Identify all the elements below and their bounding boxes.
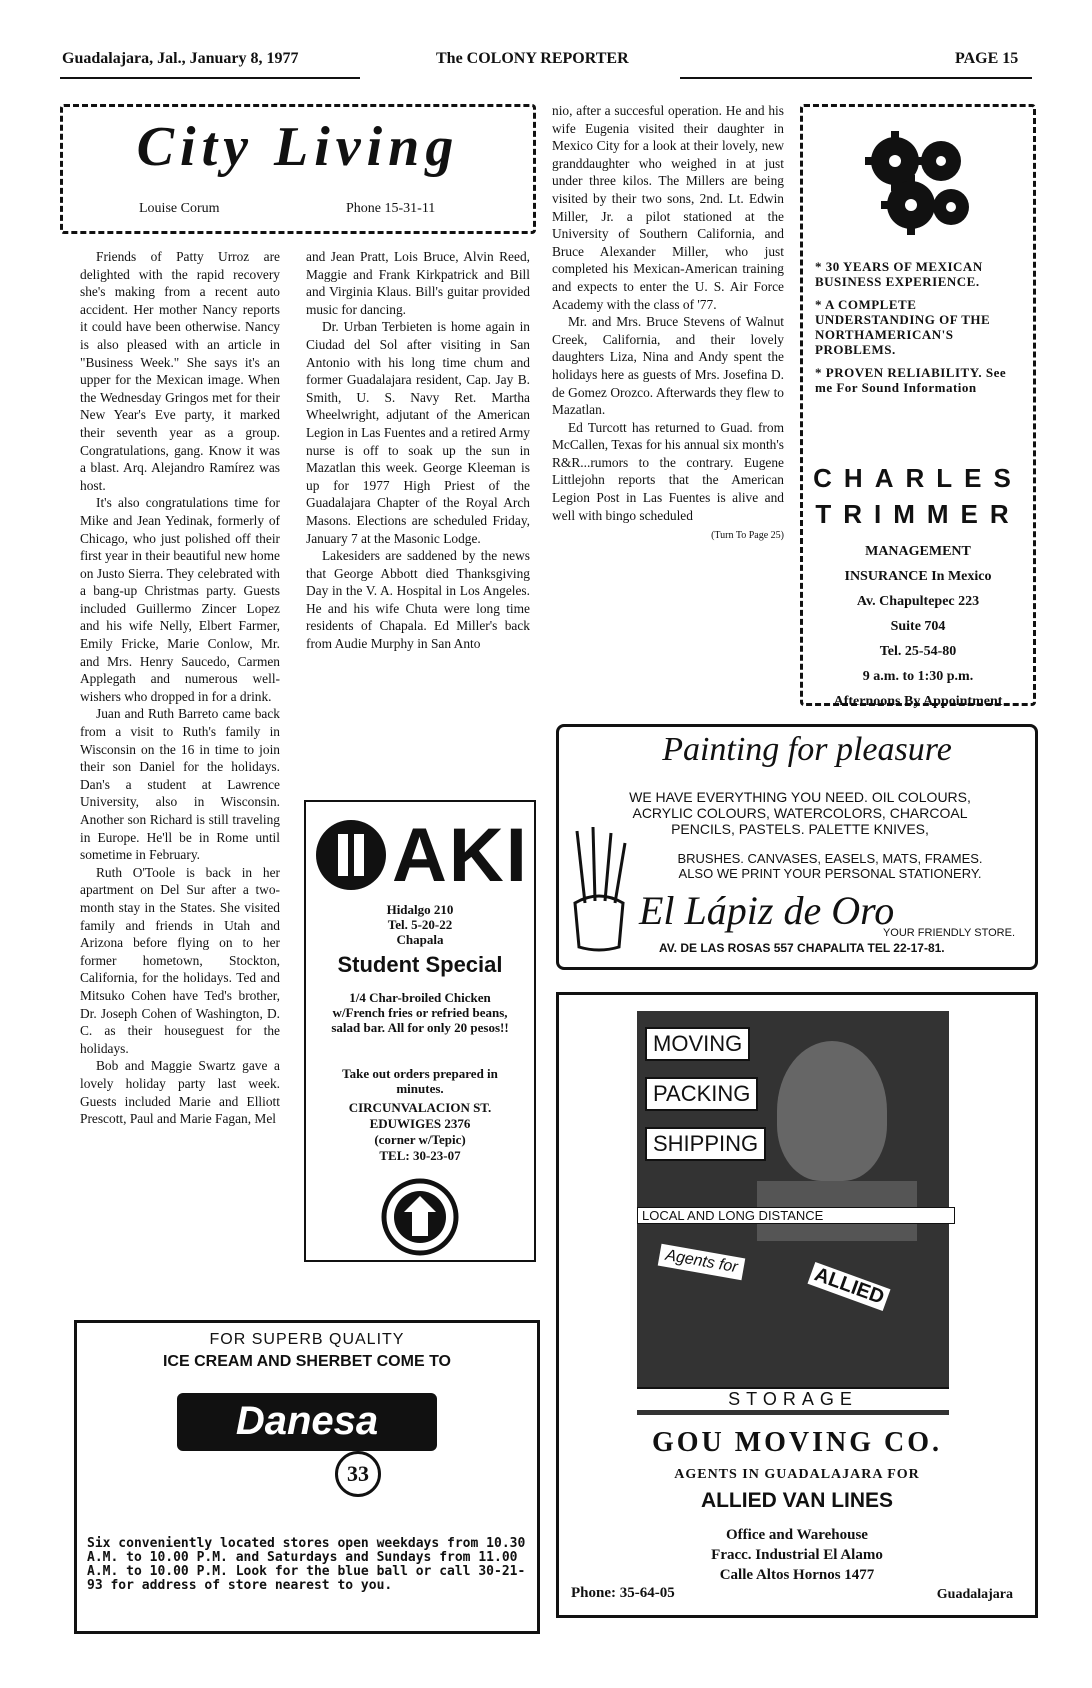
paragraph: Bob and Maggie Swartz gave a lovely holiday party last week. Guests included Marie and Elliott Prescott, Paul and Marie Fagan, Mel (80, 1058, 280, 1127)
paragraph: Ed Turcott has returned to Guad. from McCallen, Texas for his annual six month's R&R...rumors to the contrary. Eugene Littlejohn reports that the American Legion Post in Las Fuentes is alive and well with bingo scheduled (552, 419, 784, 523)
paragraph: Juan and Ruth Barreto came back from a visit to Ruth's family in Wisconsin on the 16 in time to join their son Daniel for the holidays. Dan's a student at Lawrence University, also in Wisconsin. Another son Richard is still traveling in Europe. He'll be in Rome until sometime in February. (80, 706, 280, 863)
trimmer-name2: TRIMMER (815, 499, 1021, 529)
moving-phone: Phone: 35-64-05 (571, 1585, 675, 1601)
yaki-tel2: TEL: 30-23-07 (379, 1148, 461, 1163)
moving-storage: STORAGE (637, 1387, 949, 1410)
yaki-tel: Tel. 5-20-22 (387, 917, 453, 932)
yaki-corner: (corner w/Tepic) (374, 1132, 466, 1147)
moving-allied: ALLIED (807, 1262, 890, 1311)
trimmer-tel: Tel. 25-54-80 (879, 644, 957, 659)
column-1 (80, 248, 280, 1128)
danesa-line1: FOR SUPERB QUALITY (209, 1331, 405, 1348)
trimmer-bullet: * 30 YEARS OF MEXICAN BUSINESS EXPERIENCE. (815, 259, 983, 289)
trimmer-hours: 9 a.m. to 1:30 p.m. (862, 669, 974, 684)
portrait-icon (777, 1041, 887, 1181)
danesa-body: Six conveniently located stores open weekdays from 10.30 A.M. to 10.00 P.M. and Saturdays and Sundays from 11.00 A.M. to 10.00 P.M. Look for the blue ball or call 30-21-93 for address of store nearest to you. (87, 1536, 526, 1593)
painting-line: WE HAVE EVERYTHING YOU NEED. OIL COLOURS, (629, 789, 971, 805)
yaki-address: Hidalgo 210 (386, 902, 454, 917)
moving-word: SHIPPING (645, 1127, 766, 1161)
yaki-special: Student Special (337, 952, 503, 977)
painting-store: El Lápiz de Oro (639, 888, 895, 933)
paragraph: Mr. and Mrs. Bruce Stevens of Walnut Creek, California, and their lovely daughters Liza, Nina and Andy spent the holidays here as guests of Mrs. Josefina D. de Gomez Orozco. Afterwards they flew to Mazatlan. (552, 314, 784, 418)
moving-office: Office and Warehouse (726, 1527, 868, 1543)
trimmer-bullet: * PROVEN RELIABILITY. See me For Sound Information (815, 365, 1007, 395)
danesa-ad (74, 1320, 540, 1634)
column-3 (552, 102, 784, 545)
header-rule-left (60, 77, 360, 79)
painting-ad (556, 724, 1038, 970)
header-rule-right (680, 77, 1032, 79)
gears-icon (863, 127, 973, 237)
moving-allied-full: ALLIED VAN LINES (700, 1489, 894, 1512)
yaki-addr2: EDUWIGES 2376 (369, 1116, 471, 1131)
dateline: Guadalajara, Jal., January 8, 1977 (62, 50, 299, 67)
moving-word: MOVING (645, 1027, 750, 1061)
moving-distance: LOCAL AND LONG DISTANCE (637, 1207, 955, 1224)
masthead-title: City Living (136, 116, 460, 178)
column-2 (306, 248, 530, 653)
danesa-brand: Danesa (235, 1399, 379, 1443)
trimmer-insurance: INSURANCE In Mexico (844, 569, 992, 584)
yaki-ad (304, 800, 536, 1262)
yaki-takeout: Take out orders prepared in minutes. (342, 1066, 498, 1096)
moving-calle: Calle Altos Hornos 1477 (719, 1567, 875, 1583)
city-living-masthead (60, 104, 536, 234)
trimmer-ad (800, 104, 1036, 709)
masthead-phone: Phone 15-31-11 (346, 201, 436, 216)
moving-agents-line: AGENTS IN GUADALAJARA FOR (674, 1467, 920, 1482)
trimmer-afternoons: Afternoons By Appointment (833, 694, 1003, 709)
danesa-number-badge: 33 (335, 1451, 381, 1497)
painting-line: ALSO WE PRINT YOUR PERSONAL STATIONERY. (678, 866, 982, 881)
moving-fracc: Fracc. Industrial El Alamo (711, 1547, 883, 1563)
yaki-town: Chapala (396, 932, 444, 947)
moving-agents: Agents for (658, 1244, 745, 1280)
trimmer-name1: CHARLES (813, 463, 1023, 493)
painting-title: Painting for pleasure (662, 731, 952, 768)
yaki-logo-icon (316, 820, 386, 890)
paragraph: Lakesiders are saddened by the news that George Abbott died Thanksgiving Day in the V. A. Hospital in Los Angeles. He and his wife Chuta were long time residents of Chapala. Ed Miller's back from Audie Murphy in San Anto (306, 548, 530, 652)
jump-line: (Turn To Page 25) (711, 530, 784, 542)
moving-word: PACKING (645, 1077, 758, 1111)
painting-line: PENCILS, PASTELS. PALETTE KNIVES, (671, 821, 929, 837)
paper-name: The COLONY REPORTER (436, 50, 629, 67)
yaki-emblem-icon (366, 1178, 474, 1256)
page-number: PAGE 15 (955, 50, 1019, 67)
yaki-street: CIRCUNVALACION ST. (348, 1100, 492, 1115)
paragraph: Friends of Patty Urroz are delighted with the rapid recovery she's making from a recent auto accident. Her mother Nancy reports it could have been otherwise. Nancy is also pleased with an article in "Business Week." She says it's an upper for the Mexican image. When the Wednesday Gringos met for their New Year's Eve party, it marked their seventh year as a group. Congratulations, gang. Know it was a blast. Arq. Alejandro Ramírez was host. (80, 249, 280, 493)
trimmer-bullet: * A COMPLETE UNDERSTANDING OF THE NORTHAMERICAN'S PROBLEMS. (815, 297, 991, 357)
trimmer-address: Av. Chapultepec 223 (856, 594, 980, 609)
trimmer-suite: Suite 704 (890, 619, 946, 634)
paragraph: Dr. Urban Terbieten is home again in Ciudad del Sol after visiting in San Antonio with his long time chum and former Guadalajara resident, Cap. Jay B. Smith, U. S. Navy Ret. Martha Wheelwright, adjutant of the American Legion in Las Fuentes and a retired Army nurse is off to soak up the sun in Mazatlan this week. George Kleeman is up for 1977 High Priest of the Guadalajara Chapter of the Royal Arch Masons. Elections are scheduled Friday, January 7 at the Masonic Lodge. (306, 319, 530, 546)
paragraph: Ruth O'Toole is back in her apartment on Del Sur after a two-month stay in the States. She visited family and friends in Utah and Arizona before flying on to her former hometown, Stockton, California, for the holidays. Ted and Mitsuko Cohen have Ted's brother, Dr. Joseph Cohen of Washington, D. C. as their houseguest for the holidays. (80, 864, 280, 1056)
trimmer-role: MANAGEMENT (865, 544, 971, 559)
moving-company: GOU MOVING CO. (651, 1427, 943, 1458)
paragraph: nio, after a succesful operation. He and his wife Eugenia visited their daughter in Mexico City for a look at their lovely, new granddaughter who weighed in at just under three kilos. The Millers are being visited by their two sons, 2nd. Lt. Edwin Miller, Jr. a pilot stationed at the University of Southern California, and Bruce Alexander Miller, who just completed his Mexican-American training and expects to enter the U. S. Air Force Academy with the class of '77. (552, 103, 784, 312)
painting-line: BRUSHES. CANVASES, EASELS, MATS, FRAMES. (677, 851, 983, 866)
moving-city: Guadalajara (936, 1587, 1013, 1602)
painting-friendly: YOUR FRIENDLY STORE. (882, 927, 1015, 939)
painting-address: AV. DE LAS ROSAS 557 CHAPALITA TEL 22-17-81. (659, 941, 945, 955)
painting-line: ACRYLIC COLOURS, WATERCOLORS, CHARCOAL (632, 805, 968, 821)
masthead-author: Louise Corum (139, 201, 220, 216)
paint-brushes-icon (565, 823, 633, 953)
danesa-line2: ICE CREAM AND SHERBET COME TO (162, 1353, 451, 1370)
paragraph: It's also congratulations time for Mike and Jean Yedinak, formerly of Chicago, who just polished off their first year in their beautiful new home on Justo Sierra. They celebrated with a bang-up Christmas party. Guests included Guillermo Zincer Lopez and his wife Nelly, Elbert Farmer, Emily Fricke, Marie Conlow, Mr. and Mrs. Henry Saucedo, Carmen Applegath and numerous well-wishers who dropped in for a drink. (80, 495, 280, 704)
yaki-brand: AKI (392, 813, 529, 898)
yaki-offer: 1/4 Char-broiled Chicken w/French fries or refried beans, salad bar. All for only 20 pesos!! (331, 990, 509, 1035)
moving-ad (556, 992, 1038, 1618)
paragraph: and Jean Pratt, Lois Bruce, Alvin Reed, Maggie and Frank Kirkpatrick and Bill and Virginia Klaus. Bill's guitar provided music for dancing. (306, 249, 530, 317)
danesa-logo (177, 1393, 437, 1451)
